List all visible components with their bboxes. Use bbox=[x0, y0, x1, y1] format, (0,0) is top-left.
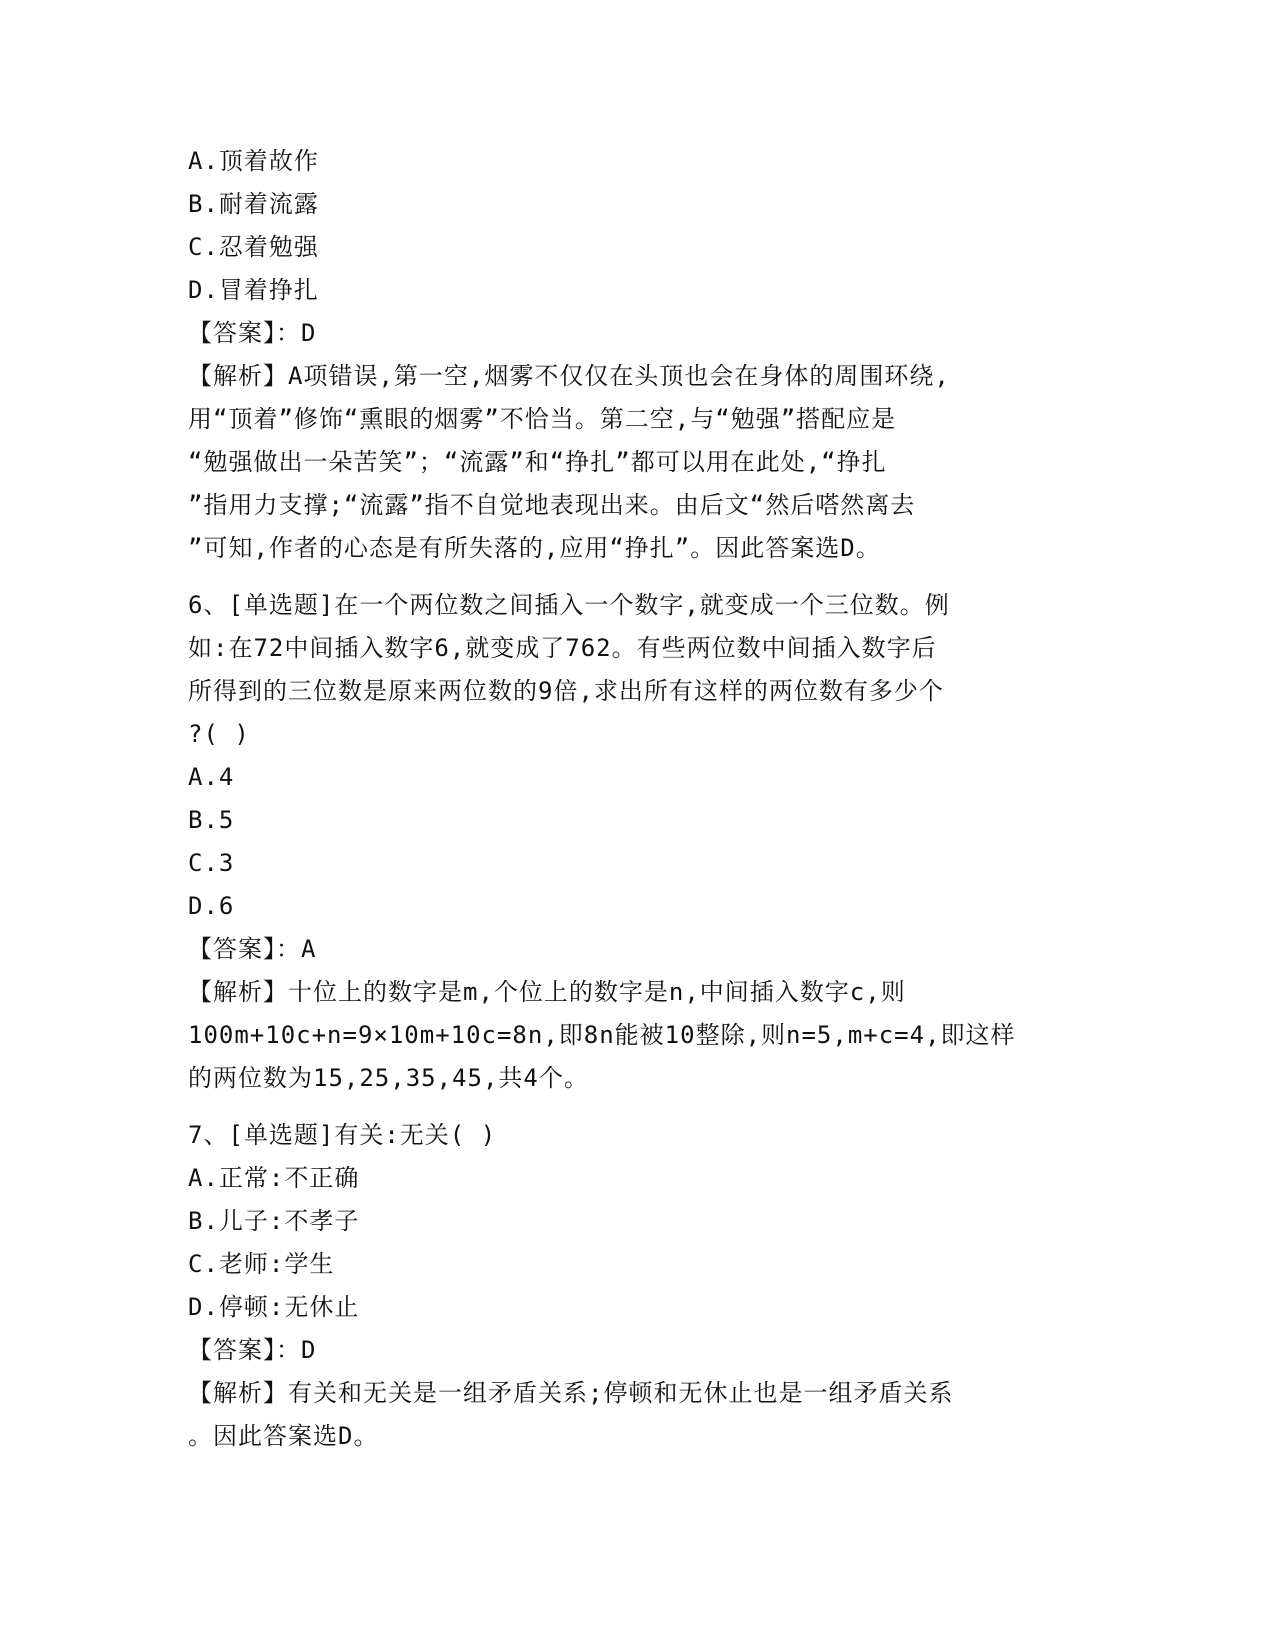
option-b: B.5 bbox=[188, 806, 235, 834]
question-6 bbox=[188, 584, 1088, 1100]
question-line: 7、[单选题]有关:无关( ) bbox=[188, 1121, 497, 1149]
option-d: D.6 bbox=[188, 892, 235, 920]
question-line: ?( ) bbox=[188, 720, 250, 748]
question-line: 如:在72中间插入数字6,就变成了762。有些两位数中间插入数字后 bbox=[188, 634, 937, 662]
analysis-line: 【解析】A项错误,第一空,烟雾不仅仅在头顶也会在身体的周围环绕, bbox=[188, 362, 950, 390]
analysis-line: ”指用力支撑;“流露”指不自觉地表现出来。由后文“然后嗒然离去 bbox=[188, 491, 916, 519]
analysis-line: 的两位数为15,25,35,45,共4个。 bbox=[188, 1064, 589, 1092]
analysis-line: 【解析】十位上的数字是m,个位上的数字是n,中间插入数字c,则 bbox=[188, 978, 906, 1006]
spacer bbox=[188, 1100, 1088, 1114]
analysis-line: 100m+10c+n=9×10m+10c=8n,即8n能被10整除,则n=5,m+c=4,即这样 bbox=[188, 1021, 1016, 1049]
option-c: C.3 bbox=[188, 849, 235, 877]
option-c: C.老师:学生 bbox=[188, 1250, 335, 1278]
analysis-line: 用“顶着”修饰“熏眼的烟雾”不恰当。第二空,与“勉强”搭配应是 bbox=[188, 405, 897, 433]
option-b: B.儿子:不孝子 bbox=[188, 1207, 360, 1235]
answer-line: 【答案】：D bbox=[188, 319, 317, 347]
question-5-tail bbox=[188, 140, 1088, 570]
option-d: D.停顿:无休止 bbox=[188, 1293, 360, 1321]
option-d: D.冒着挣扎 bbox=[188, 276, 319, 304]
option-a: A.顶着故作 bbox=[188, 147, 319, 175]
analysis-line: 。因此答案选D。 bbox=[188, 1422, 379, 1450]
question-line: 所得到的三位数是原来两位数的9倍,求出所有这样的两位数有多少个 bbox=[188, 677, 944, 705]
document-page bbox=[188, 140, 1088, 1458]
answer-line: 【答案】：D bbox=[188, 1336, 317, 1364]
option-c: C.忍着勉强 bbox=[188, 233, 319, 261]
analysis-line: ”可知,作者的心态是有所失落的,应用“挣扎”。因此答案选D。 bbox=[188, 534, 881, 562]
option-a: A.正常:不正确 bbox=[188, 1164, 360, 1192]
analysis-line: “勉强做出一朵苦笑”；“流露”和“挣扎”都可以用在此处,“挣扎 bbox=[188, 448, 887, 476]
question-7 bbox=[188, 1114, 1088, 1458]
option-b: B.耐着流露 bbox=[188, 190, 319, 218]
analysis-line: 【解析】有关和无关是一组矛盾关系;停顿和无休止也是一组矛盾关系 bbox=[188, 1379, 954, 1407]
question-line: 6、[单选题]在一个两位数之间插入一个数字,就变成一个三位数。例 bbox=[188, 591, 950, 619]
option-a: A.4 bbox=[188, 763, 235, 791]
spacer bbox=[188, 570, 1088, 584]
answer-line: 【答案】：A bbox=[188, 935, 317, 963]
